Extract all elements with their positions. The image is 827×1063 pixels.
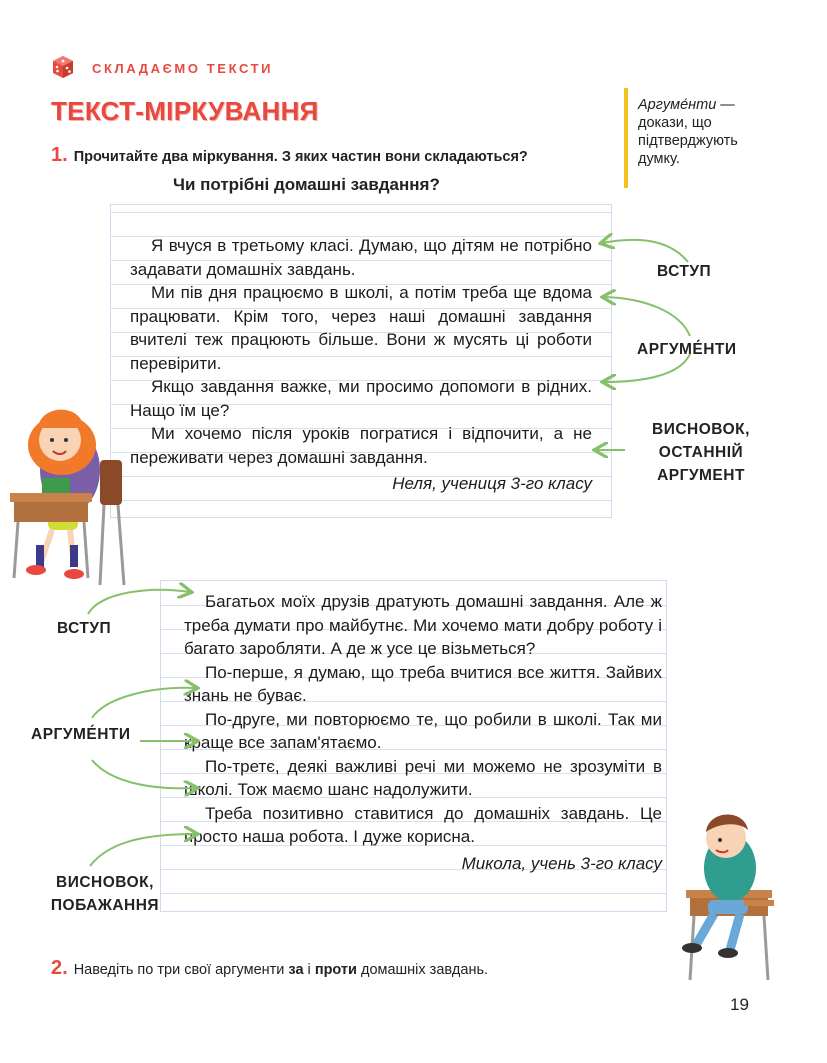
label-conclusion-2: ВИСНОВОК, ПОБАЖАННЯ [50,874,160,914]
task-2-text: Наведіть по три свої аргументи [73,962,285,978]
note-definition [638,96,778,168]
label-arguments-1: АРГУМЕ́НТИ [637,341,737,358]
paragraph: По-друге, ми повторюємо те, що робили в школі. Так ми краще все запам'ятаємо. [184,709,662,752]
label-intro-2: ВСТУП [57,620,112,637]
page-title: ТЕКСТ-МІРКУВАННЯ [51,96,319,126]
task-1-number: 1. [51,144,68,166]
paragraph: Ми пів дня працюємо в школі, а потім треба ще вдома працювати. Крім того, через наші домашні завдання вчителі теж працюють більше. Вони ж мусять ці роботи перевірити. [130,283,592,373]
task-2 [51,957,488,980]
task-2-text: домашніх завдань. [360,962,489,978]
label-conclusion-1: ВИСНОВОК, ОСТАННІЙ АРГУМЕНТ [652,421,750,484]
paragraph: Треба позитивно ставитися до домашніх завдань. Це просто наша робота. І дуже корисна. [184,803,662,846]
dice-icon [51,55,75,79]
task-2-emphasis-against: проти [314,962,357,978]
section-title: СКЛАДАЄМО ТЕКСТИ [92,61,274,76]
note-term: Аргуме́нти — [638,97,735,113]
reasoning-text-1 [130,234,592,496]
label-arguments-2: АРГУМЕ́НТИ [31,726,131,743]
task-1 [51,144,528,167]
label-intro-1: ВСТУП [657,263,712,280]
paragraph: Ми хочемо після уроків погратися і відпочити, а не переживати через домашні завдання. [130,424,592,467]
signature: Микола, учень 3-го класу [461,853,662,873]
girl-at-desk-illustration [10,410,124,585]
paragraph: По-перше, я думаю, що треба вчитися все життя. Зайвих знань не буває. [184,662,662,705]
note-bar [624,88,628,188]
page-number: 19 [730,995,749,1014]
paragraph: Якщо завдання важке, ми просимо допомоги в рідних. Нащо їм це? [130,377,592,420]
task-2-number: 2. [51,957,68,979]
task-2-emphasis-for: за [288,962,304,978]
signature: Неля, учениця 3-го класу [392,474,592,493]
task-1-text: Прочитайте два міркування. З яких частин вони складаються? [73,149,528,165]
paragraph: По-третє, деякі важливі речі ми можемо не зрозуміти в школі. Тож маємо шанс надолужити. [184,756,662,799]
note-text: докази, що підтверджують думку. [638,115,738,167]
reasoning-text-2 [184,590,662,875]
boy-at-desk-illustration [682,814,774,980]
task-2-text: і [307,962,311,978]
text-subtitle: Чи потрібні домашні завдання? [173,175,440,194]
paragraph: Я вчуся в третьому класі. Думаю, що дітям не потрібно задавати домашніх завдань. [130,236,592,279]
paragraph: Багатьох моїх друзів дратують домашні завдання. Але ж треба думати про майбутнє. Ми хочемо мати добру роботу і багато заробляти. А де ж усе це візьметься? [184,592,662,658]
